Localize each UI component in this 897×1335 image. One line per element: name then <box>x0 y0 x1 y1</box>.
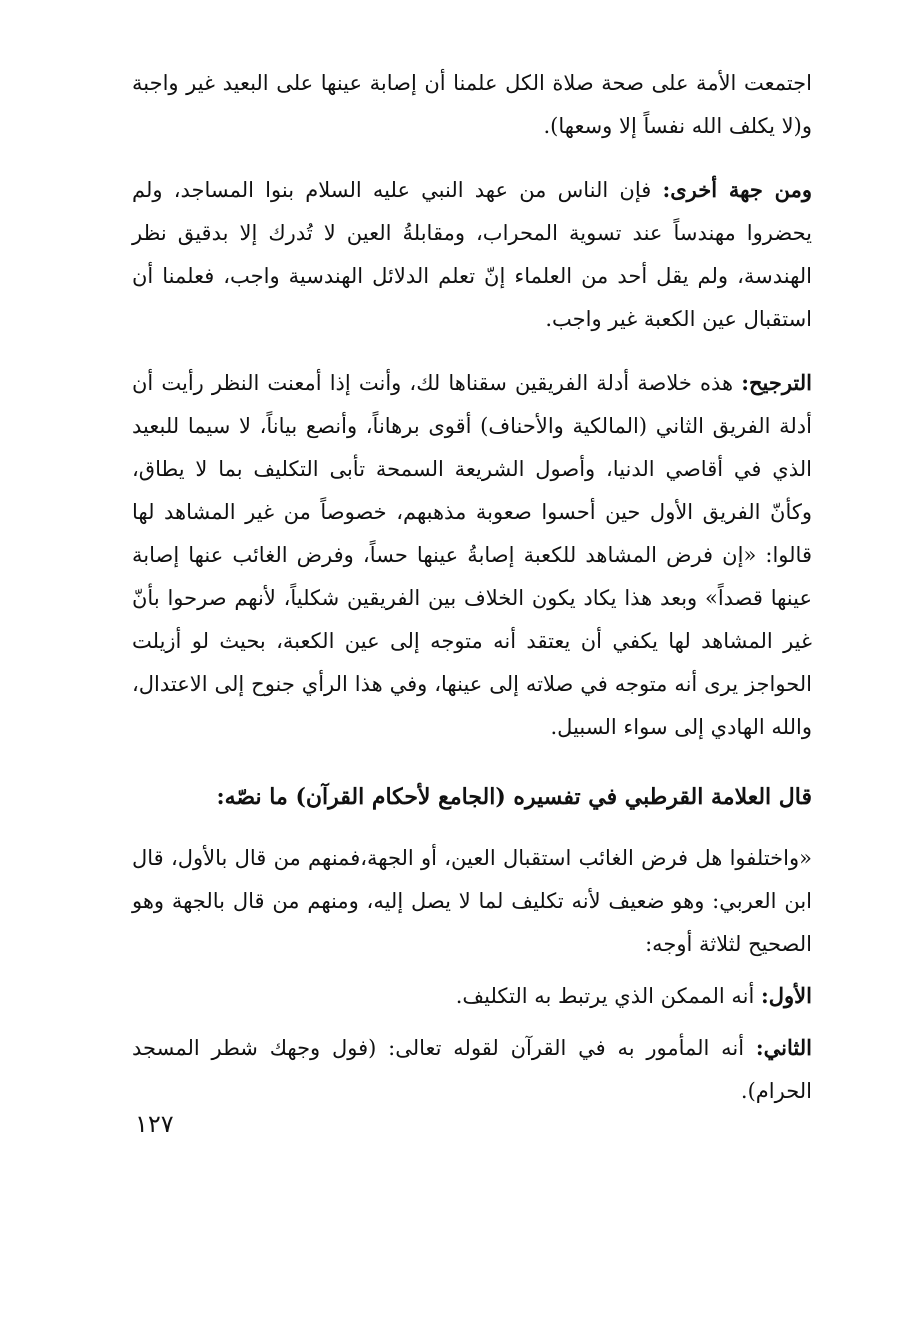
quoted-paragraph <box>132 837 812 966</box>
second-reason <box>132 1026 812 1113</box>
paragraph-text: هذه خلاصة أدلة الفريقين سقناها لك، وأنت إذا أمعنت النظر رأيت أن أدلة الفريق الثاني (المالكية والأحناف) أقوى برهاناً، وأنصع بياناً، لا سيما للبعيد الذي في أقاصي الدنيا، وأصول الشريعة السمحة تأبى التكليف بما لا يطاق، وكأنّ الفريق الأول حين أحسوا صعوبة مذهبهم، خصوصاً من غير المشاهد لها قالوا: «إن فرض المشاهد للكعبة إصابةُ عينها حساً، وفرض الغائب عنها إصابة عينها قصداً» وبعد هذا يكاد يكون الخلاف بين الفريقين شكلياً، لأنهم صرحوا بأنّ غير المشاهد لها يكفي أن يعتقد أنه متوجه إلى عين الكعبة، بحيث لو أزيلت الحواجز يرى أنه متوجه في صلاته إلى عينها، وفي هذا الرأي جنوح إلى الاعتدال، والله الهادي إلى سواء السبيل. <box>132 371 812 739</box>
paragraph-consensus <box>132 62 812 148</box>
paragraph-text: فإن الناس من عهد النبي عليه السلام بنوا المساجد، ولم يحضروا مهندساً عند تسوية المحراب، ومقابلةُ العين لا تُدرك إلا بدقيق نظر الهندسة، ولم يقل أحد من العلماء إنّ تعلم الدلائل الهندسية واجب، فعلمنا أن استقبال عين الكعبة غير واجب. <box>132 178 812 331</box>
reason-label: الثاني: <box>755 1035 812 1060</box>
reason-label: الأول: <box>761 983 812 1008</box>
quoted-text: «واختلفوا هل فرض الغائب استقبال العين، أو الجهة،فمنهم من قال بالأول، قال ابن العربي: وهو ضعيف لأنه تكليف لما لا يصل إليه، ومنهم من قال بالجهة وهو الصحيح لثلاثة أوجه: <box>132 846 812 956</box>
quotation-heading: قال العلامة القرطبي في تفسيره (الجامع لأحكام القرآن) ما نصّه: <box>216 784 812 810</box>
paragraph-lead: الترجيح: <box>741 370 812 395</box>
reason-text: أنه المأمور به في القرآن لقوله تعالى: (فول وجهك شطر المسجد الحرام). <box>132 1036 812 1103</box>
reason-text: أنه الممكن الذي يرتبط به التكليف. <box>455 984 762 1008</box>
book-page <box>132 62 812 1222</box>
paragraph-text: اجتمعت الأمة على صحة صلاة الكل علمنا أن إصابة عينها على البعيد غير واجبة و(لا يكلف الله نفساً إلا وسعها). <box>132 71 812 138</box>
paragraph-another-aspect <box>132 168 812 341</box>
paragraph-lead: ومن جهة أخرى: <box>662 177 813 202</box>
page-number: ١٢٧ <box>135 1110 174 1138</box>
first-reason <box>132 974 812 1018</box>
paragraph-preference <box>132 361 812 749</box>
